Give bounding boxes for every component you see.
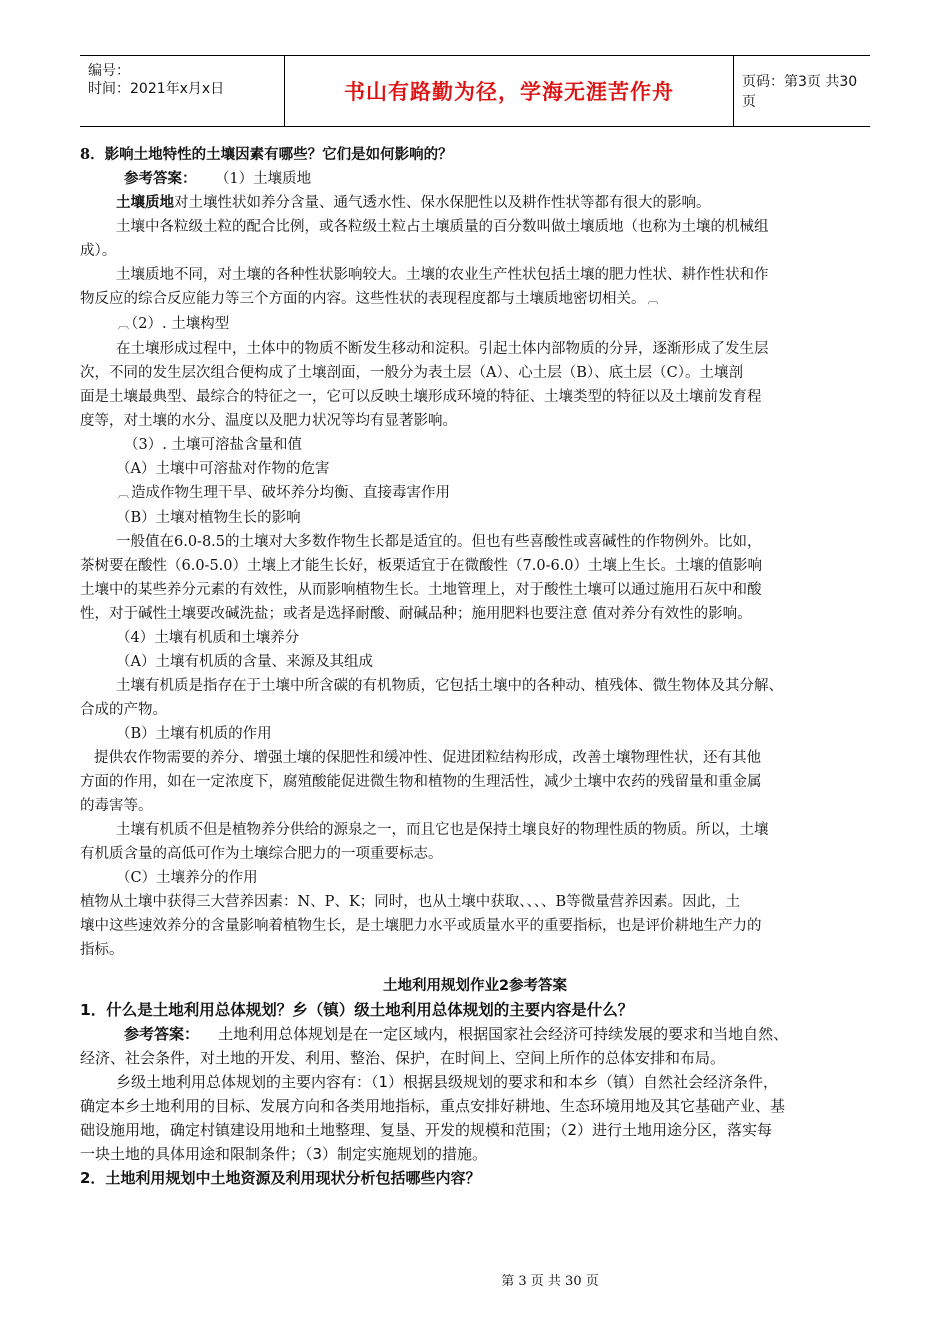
section-title: （4）土壤有机质和土壤养分 <box>116 630 300 646</box>
answer-line <box>80 1022 870 1046</box>
paragraph-line: 性，对于碱性土壤要改碱洗盐；或者是选择耐酸、耐碱品种；施用肥料也要注意 值对养分有效性的影响。 <box>80 606 752 622</box>
term-soil-texture: 土壤质地 <box>116 194 174 211</box>
question-2-part: 2．土地利用 <box>80 1169 166 1187</box>
paragraph-text: 对土壤性状如养分含量、通气透水性、保水保肥性以及耕作性状等都有很大的影响。 <box>174 195 711 211</box>
homework-2-title: 土地利用规划作业2参考答案 <box>382 978 568 994</box>
subsection-title: （B）土壤对植物生长的影响 <box>116 510 301 526</box>
paragraph-line: 度等，对土壤的水分、温度以及肥力状况等均有显著影响。 <box>80 413 457 429</box>
paragraph-line: 次，不同的发生层次组合便构成了土壤剖面，一般分为表土层（A）、心土层（B）、底土层（C）。土壤剖 <box>80 365 743 381</box>
answer-label: 参考答案： <box>124 1025 200 1043</box>
section-title: （1）土壤质地 <box>214 171 312 187</box>
subsection-title: （C）土壤养分的作用 <box>116 870 258 886</box>
paragraph-line: 乡级土地利用总体规划的主要内容有：（1）根据县级规划的要求和和本乡（镇）自然社会经济条件， <box>116 1073 779 1091</box>
paragraph-line: 面是土壤最典型、最综合的特征之一，它可以反映土壤形成环境的特征、土壤类型的特征以及土壤前发育程 <box>80 389 762 405</box>
paragraph-line: 土壤中各粒级土粒的配合比例，或各粒级土粒占土壤质量的百分数叫做土壤质地（也称为土壤的机械组 <box>116 219 769 235</box>
question-2-part: 现状分析包括哪些内容？ <box>315 1169 481 1187</box>
edit-mark: ︹ <box>118 318 129 331</box>
subsection-title: （A）土壤中可溶盐对作物的危害 <box>116 461 330 477</box>
header-motto: 书山有路勤为径，学海无涯苦作舟 <box>284 56 734 126</box>
paragraph-text: 土地利用总体规划是在一定区域内，根据国家社会经济可持续发展的要求和当地自然、 <box>218 1025 789 1043</box>
paragraph-line: 确定本乡土地利用的目标、发展方向和各类用地指标，重点安排好耕地、生态环境用地及其它基础产业、基 <box>80 1097 786 1115</box>
edit-mark: ︹ <box>647 293 659 306</box>
header-page-info: 页码：第3页 共30页 <box>742 74 858 110</box>
paragraph-line: 指标。 <box>80 942 124 958</box>
section-title-line <box>80 312 870 337</box>
document-time-label: 时间：2021年x月x日 <box>88 81 225 97</box>
paragraph-line: 土壤有机质不但是植物养分供给的源泉之一，而且它也是保持土壤良好的物理性质的物质。所以，土壤 <box>116 822 769 838</box>
paragraph-line: 一般值在6.0-8.5的土壤对大多数作物生长都是适宜的。但也有些喜酸性或喜碱性的作物例外。比如， <box>116 534 762 550</box>
paragraph-line <box>80 481 870 506</box>
paragraph-line: 在土壤形成过程中，土体中的物质不断发生移动和淀积。引起土体内部物质的分异，逐渐形成了发生层 <box>116 341 769 357</box>
edit-mark: ︹ <box>118 487 129 500</box>
paragraph-line: 壤中这些速效养分的含量影响着植物生长，是土壤肥力水平或质量水平的重要指标，也是评价耕地生产力的 <box>80 918 762 934</box>
paragraph-line: 方面的作用，如在一定浓度下，腐殖酸能促进微生物和植物的生理活性，减少土壤中农药的残留量和重金属 <box>80 774 762 790</box>
question-8: 8．影响土地特性的土壤因素有哪些？它们是如何影响的？ <box>80 146 453 163</box>
document-body <box>80 143 870 1190</box>
paragraph-line: 有机质含量的高低可作为土壤综合肥力的一项重要标志。 <box>80 846 443 862</box>
section-title: （3）. 土壤可溶盐含量和值 <box>124 437 302 453</box>
answer-label: 参考答案： <box>124 170 197 187</box>
paragraph <box>80 191 870 215</box>
paragraph-line: 茶树要在酸性（6.0-5.0）土壤上才能生长好，板栗适宜于在微酸性（7.0-6.0）土壤上生长。土壤的值影响 <box>80 558 763 574</box>
paragraph-line: 成）。 <box>80 243 117 259</box>
paragraph-text: 物反应的综合反应能力等三个方面的内容。这些性状的表现程度都与土壤质地密切相关。 <box>80 291 646 307</box>
paragraph-text: 造成作物生理干旱、破坏养分均衡、直接毒害作用 <box>131 485 450 501</box>
paragraph-line: 的毒害等。 <box>80 798 153 814</box>
header-meta <box>88 62 284 98</box>
paragraph-line: 提供农作物需要的养分、增强土壤的保肥性和缓冲性、促进团粒结构形成，改善土壤物理性状，还有其他 <box>94 750 761 766</box>
paragraph-line: 土壤中的某些养分元素的有效性，从而影响植物生长。土地管理上，对于酸性土壤可以通过施用石灰中和酸 <box>80 582 762 598</box>
paragraph-line: 合成的产物。 <box>80 702 167 718</box>
paragraph-line: 经济、社会条件，对土地的开发、利用、整治、保护，在时间上、空间上所作的总体安排和布局。 <box>80 1049 726 1067</box>
document-number-label: 编号： <box>88 63 130 79</box>
section-title: （2）. 土壤构型 <box>131 316 230 332</box>
paragraph-line: 础设施用地，确定村镇建设用地和土地整理、复垦、开发的规模和范围；（2）进行土地用途分区，落实每 <box>80 1121 773 1139</box>
paragraph-line: 一块土地的具体用途和限制条件；（3）制定实施规划的措施。 <box>80 1145 488 1163</box>
page-footer <box>0 1270 950 1289</box>
question-2-part: 规划中土地资源及利用 <box>165 1169 316 1187</box>
paragraph-line: 土壤质地不同，对土壤的各种性状影响较大。土壤的农业生产性状包括土壤的肥力性状、耕作性状和作 <box>116 267 769 283</box>
question-2 <box>80 1166 870 1190</box>
page-header <box>80 55 870 127</box>
paragraph-line: 土壤有机质是指存在于土壤中所含碳的有机物质，它包括土壤中的各种动、植残体、微生物体及其分解、 <box>116 678 783 694</box>
answer-line <box>80 167 870 191</box>
subsection-title: （B）土壤有机质的作用 <box>116 726 272 742</box>
paragraph-line <box>80 287 870 312</box>
question-1: 1．什么是土地利用总体规划？乡（镇）级土地利用总体规划的主要内容是什么？ <box>80 1001 634 1019</box>
footer-page-number: 第 3 页 共 30 页 <box>501 1274 599 1289</box>
paragraph-line: 植物从土壤中获得三大营养因素：N、P、K；同时，也从土壤中获取、、、、B等微量营养因素。因此，土 <box>80 894 741 910</box>
subsection-title: （A）土壤有机质的含量、来源及其组成 <box>116 654 373 670</box>
